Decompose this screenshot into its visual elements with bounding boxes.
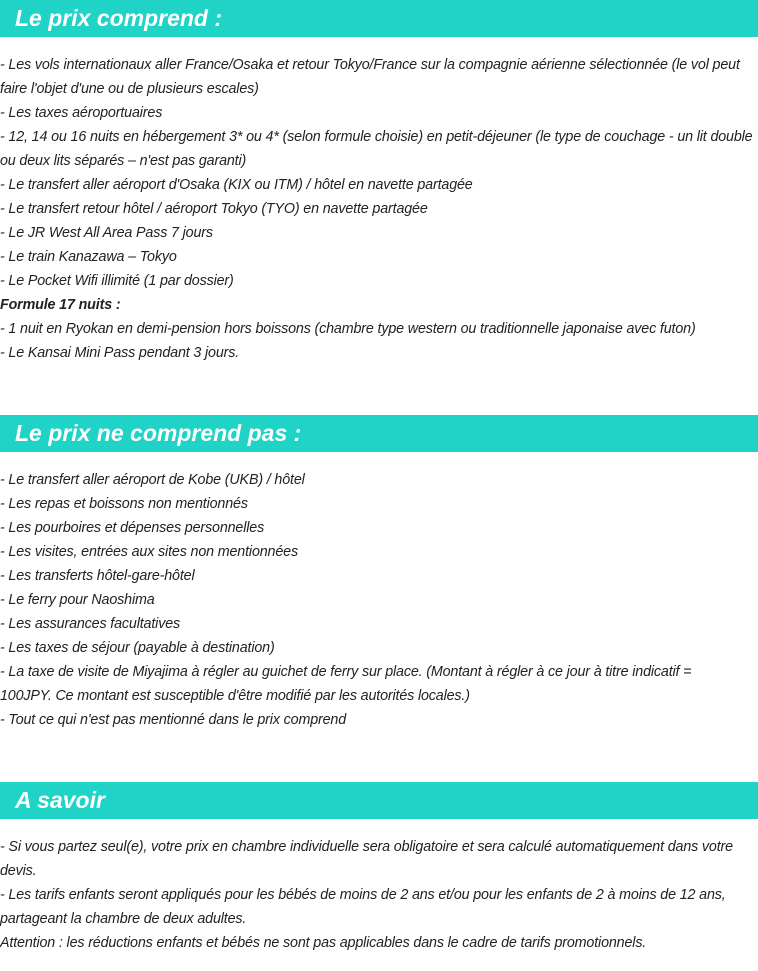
- included-list: [0, 53, 758, 365]
- list-item: - Les vols internationaux aller France/Osaka et retour Tokyo/France sur la compagnie aérienne sélectionnée (le vol peut: [0, 57, 740, 73]
- list-item: ou deux lits séparés – n'est pas garanti): [0, 153, 247, 169]
- section-header-good-to-know: [0, 782, 758, 819]
- list-item: - 1 nuit en Ryokan en demi-pension hors boissons (chambre type western ou traditionnelle japonaise avec futon): [0, 321, 696, 337]
- formula-heading: Formule 17 nuits :: [0, 297, 121, 313]
- list-item: - Si vous partez seul(e), votre prix en chambre individuelle sera obligatoire et sera calculé automatiquement dans votre: [0, 839, 733, 855]
- section-header-included: [0, 0, 758, 37]
- list-item: partageant la chambre de deux adultes.: [0, 911, 247, 927]
- section-header-not-included: [0, 415, 758, 452]
- list-item: - Le train Kanazawa – Tokyo: [0, 249, 177, 265]
- list-item: - Les taxes de séjour (payable à destination): [0, 640, 275, 656]
- list-item: devis.: [0, 863, 37, 879]
- list-item: - Le transfert aller aéroport d'Osaka (KIX ou ITM) / hôtel en navette partagée: [0, 177, 473, 193]
- good-to-know-list: [0, 835, 758, 955]
- list-item: - Les transferts hôtel-gare-hôtel: [0, 568, 195, 584]
- list-item: - Le JR West All Area Pass 7 jours: [0, 225, 213, 241]
- list-item: - Les assurances facultatives: [0, 616, 181, 632]
- list-item: 100JPY. Ce montant est susceptible d'être modifié par les autorités locales.): [0, 688, 470, 704]
- list-item: - Les visites, entrées aux sites non mentionnées: [0, 544, 298, 560]
- list-item: - Le Kansai Mini Pass pendant 3 jours.: [0, 345, 240, 361]
- list-item: - Les tarifs enfants seront appliqués pour les bébés de moins de 2 ans et/ou pour les enfants de 2 à moins de 12 ans,: [0, 887, 726, 903]
- list-item: - Le transfert retour hôtel / aéroport Tokyo (TYO) en navette partagée: [0, 201, 428, 217]
- list-item: - Les pourboires et dépenses personnelles: [0, 520, 265, 536]
- list-item: faire l'objet d'une ou de plusieurs escales): [0, 81, 259, 97]
- list-item: - Les repas et boissons non mentionnés: [0, 496, 248, 512]
- list-item: - Le ferry pour Naoshima: [0, 592, 155, 608]
- section-title-not-included: Le prix ne comprend pas :: [15, 420, 302, 446]
- not-included-list: [0, 468, 758, 732]
- list-item: - Tout ce qui n'est pas mentionné dans le prix comprend: [0, 712, 347, 728]
- list-item: - Les taxes aéroportuaires: [0, 105, 163, 121]
- list-item: - Le transfert aller aéroport de Kobe (UKB) / hôtel: [0, 472, 305, 488]
- section-title-good-to-know: A savoir: [15, 787, 105, 813]
- list-item: - 12, 14 ou 16 nuits en hébergement 3* ou 4* (selon formule choisie) en petit-déjeuner (le type de couchage - un lit double: [0, 129, 753, 145]
- section-title-included: Le prix comprend :: [15, 5, 223, 31]
- list-item: - Le Pocket Wifi illimité (1 par dossier): [0, 273, 234, 289]
- attention-note: Attention : les réductions enfants et bébés ne sont pas applicables dans le cadre de tarifs promotionnels.: [0, 935, 647, 951]
- list-item: - La taxe de visite de Miyajima à régler au guichet de ferry sur place. (Montant à régler à ce jour à titre indicatif =: [0, 664, 692, 680]
